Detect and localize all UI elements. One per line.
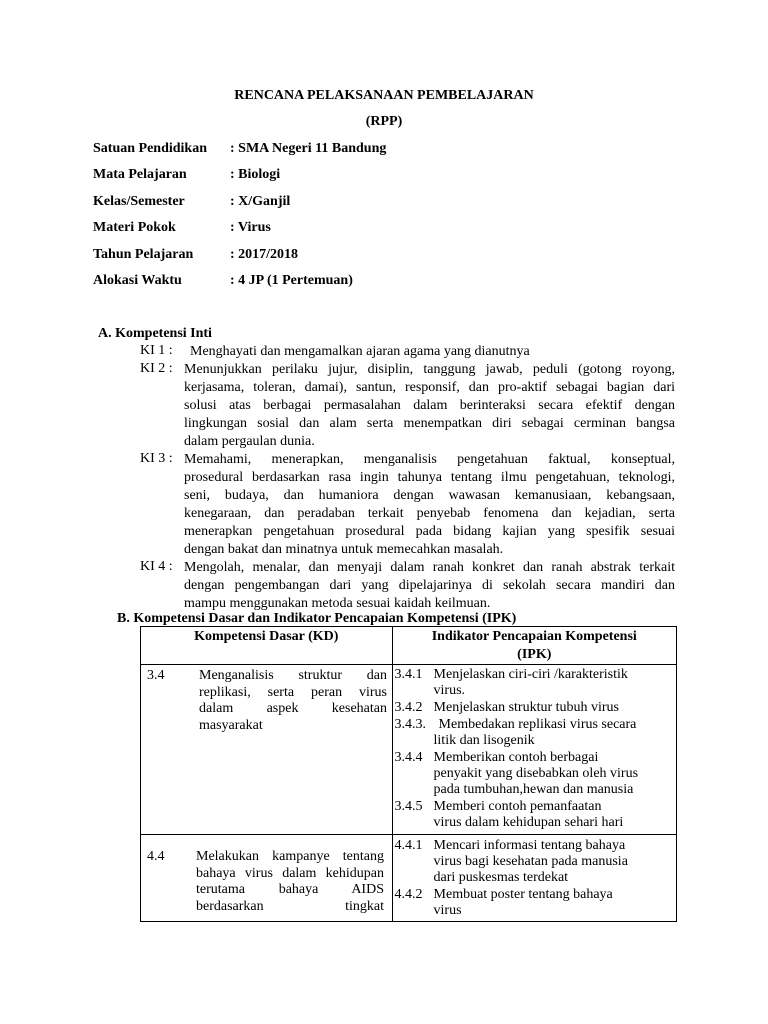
kd-description: Melakukan kampanye tentang bahaya virus dalam kehidupan terutama bahaya AIDS berdasarkan tingkat bbox=[196, 849, 384, 914]
ipk-cell bbox=[392, 665, 676, 835]
ipk-text: Membedakan replikasi virus secara bbox=[438, 717, 637, 732]
ipk-text: virus bbox=[433, 903, 462, 918]
ipk-text: Memberi contoh pemanfaatan bbox=[433, 799, 602, 814]
ipk-number: 3.4.2 bbox=[394, 700, 423, 715]
table-row bbox=[141, 665, 677, 835]
ipk-number: 3.4.1 bbox=[394, 667, 423, 682]
ki-2-line: kerjasama, toleran, damai), santun, responsif, dan pro-aktif sebagai bagian dari bbox=[184, 380, 675, 395]
ki-2-line: dalam pergaulan dunia. bbox=[184, 434, 315, 449]
kd-number: 4.4 bbox=[147, 849, 165, 864]
ki-3-label: KI 3 : bbox=[140, 451, 173, 466]
ipk-number: 3.4.3. bbox=[394, 717, 427, 732]
ki-3-line: Memahami, menerapkan, menganalisis pengetahuan faktual, konseptual, bbox=[184, 452, 675, 467]
ki-4-line: mampu menggunakan metoda sesuai kaidah keilmuan. bbox=[184, 596, 491, 611]
ki-3-line: prosedural berdasarkan rasa ingin tahunya tentang ilmu pengetahuan, teknologi, bbox=[184, 470, 675, 485]
document-title: RENCANA PELAKSANAAN PEMBELAJARAN bbox=[234, 88, 534, 103]
ki-4-label: KI 4 : bbox=[140, 559, 173, 574]
ipk-number: 4.4.2 bbox=[394, 887, 423, 902]
ipk-number: 4.4.1 bbox=[394, 838, 423, 853]
ipk-cell bbox=[392, 835, 676, 922]
ipk-text: penyakit yang disebabkan oleh virus bbox=[433, 766, 639, 781]
ipk-number: 3.4.5 bbox=[394, 799, 423, 814]
ki-3-line: kenegaraan, dan peradaban terkait penyebab fenomena dan kejadian, serta bbox=[184, 506, 675, 521]
ki-4-line: dengan pengembangan dari yang dipelajarinya di sekolah secara mandiri dan bbox=[184, 578, 675, 593]
document-page: RENCANA PELAKSANAAN PEMBELAJARAN (RPP) Satuan Pendidikan : SMA Negeri 11 Bandung Mata Pelajaran : Biologi Kelas/Semester : X/Ganjil Materi Pokok : Virus Tahun Pelajaran : 2017/2018 Alokasi Waktu : 4 JP (1 Pertemuan) A. Kompetensi Inti KI 1 : Menghayati dan mengamalkan ajaran agama yang dianutnya KI 2 : Menunjukkan perilaku jujur, disiplin, tanggung jawab, peduli (gotong royong, kerjasama, toleran, damai), santun, responsif, dan pro-aktif sebagai bagian dari solusi atas berbagai permasalahan dalam berinteraksi secara efektif dengan lingkungan sosial dan alam serta menempatkan diri sebagai cerminan bangsa dalam pergaulan dunia. KI 3 : Memahami, menerapkan, menganalisis pengetahuan faktual, konseptual, prosedural berdasarkan rasa ingin tahunya tentang ilmu pengetahuan, teknologi, seni, budaya, dan humaniora dengan wawasan kemanusiaan, kebangsaan, kenegaraan, dan peradaban terkait penyebab fenomena dan kejadian, serta menerapkan pengetahuan prosedural pada bidang kajian yang spesifik sesuai dengan bakat dan minatnya untuk memecahkan masalah. KI 4 : Mengolah, menalar, dan menyaji dalam ranah konkret dan ranah abstrak terkait dengan pengembangan dari yang dipelajarinya di sekolah secara mandiri dan mampu menggunakan metoda sesuai kaidah keilmuan. B. Kompetensi Dasar dan Indikator Pencapaian Kompetensi (IPK) Kompetensi Dasar (KD) Indikator Pencapaian Kompetensi (IPK) 3.4 Menganalisis struktur dan replikasi, serta peran virus dalam aspek kesehatan masyarakat 3.4.1 Menjelaskan ciri-ciri /karakteristik virus. 3.4.2 Menjelaskan struktur tubuh virus 3.4.3. Membedakan replikasi virus secara litik dan lisogenik 3.4.4 Memberikan contoh berbagai penyakit yang disebabkan oleh virus pada tumbuhan,hewan dan manusia 3.4.5 Memberi contoh pemanfaatan virus dalam kehidupan sehari hari 4.4 Melakukan kampanye tentang bahaya virus dalam kehidupan terutama bahaya AIDS berdasarkan tingkat 4.4.1 Mencari informasi tentang bahaya virus bagi kesehatan pada manusia dari puskesmas terdekat 4.4.2 Membuat poster tentang bahaya virus bbox=[0, 0, 768, 1024]
table-row bbox=[141, 835, 677, 922]
section-b-title: B. Kompetensi Dasar dan Indikator Pencapaian Kompetensi (IPK) bbox=[117, 611, 517, 626]
document-subtitle: (RPP) bbox=[365, 114, 403, 129]
ipk-text: Menjelaskan struktur tubuh virus bbox=[433, 700, 620, 715]
ipk-text: virus dalam kehidupan sehari hari bbox=[433, 815, 624, 830]
ki-2-label: KI 2 : bbox=[140, 361, 173, 376]
table-header-row bbox=[141, 627, 677, 665]
kd-ipk-table bbox=[140, 626, 677, 922]
kd-cell bbox=[141, 665, 393, 835]
ipk-text: Membuat poster tentang bahaya bbox=[433, 887, 613, 902]
ipk-header: Indikator Pencapaian Kompetensi (IPK) bbox=[392, 627, 676, 665]
ipk-text: litik dan lisogenik bbox=[433, 733, 535, 748]
ki-3-line: dengan bakat dan minatnya untuk memecahkan masalah. bbox=[184, 542, 504, 557]
ki-2-line: Menunjukkan perilaku jujur, disiplin, tanggung jawab, peduli (gotong royong, bbox=[184, 362, 675, 377]
ki-4-line: Mengolah, menalar, dan menyaji dalam ranah konkret dan ranah abstrak terkait bbox=[184, 560, 675, 575]
kd-header: Kompetensi Dasar (KD) bbox=[141, 627, 393, 665]
ipk-text: virus bagi kesehatan pada manusia bbox=[433, 854, 628, 869]
ipk-text: Menjelaskan ciri-ciri /karakteristik bbox=[433, 667, 628, 682]
ki-3-line: menerapkan pengetahuan prosedural pada bidang kajian yang spesifik sesuai bbox=[184, 524, 675, 539]
ki-3-line: seni, budaya, dan humaniora dengan wawasan kemanusiaan, kebangsaan, bbox=[184, 488, 675, 503]
ki-1-line: Menghayati dan mengamalkan ajaran agama yang dianutnya bbox=[190, 344, 530, 359]
ipk-text: Memberikan contoh berbagai bbox=[433, 750, 599, 765]
kd-description: Menganalisis struktur dan replikasi, serta peran virus dalam aspek kesehatan masyarakat bbox=[199, 668, 387, 733]
section-a-title: A. Kompetensi Inti bbox=[98, 326, 212, 341]
ipk-text: virus. bbox=[433, 683, 466, 698]
ki-1-label: KI 1 : bbox=[140, 343, 173, 358]
ipk-text: dari puskesmas terdekat bbox=[433, 870, 569, 885]
ki-2-line: lingkungan sosial dan alam serta menempatkan diri sebagai cerminan bangsa bbox=[184, 416, 675, 431]
ipk-text: pada tumbuhan,hewan dan manusia bbox=[433, 782, 634, 797]
ki-2-line: solusi atas berbagai permasalahan dalam berinteraksi secara efektif dengan bbox=[184, 398, 675, 413]
ipk-number: 3.4.4 bbox=[394, 750, 423, 765]
kd-number: 3.4 bbox=[147, 668, 165, 683]
kd-cell bbox=[141, 835, 393, 922]
ipk-text: Mencari informasi tentang bahaya bbox=[433, 838, 626, 853]
